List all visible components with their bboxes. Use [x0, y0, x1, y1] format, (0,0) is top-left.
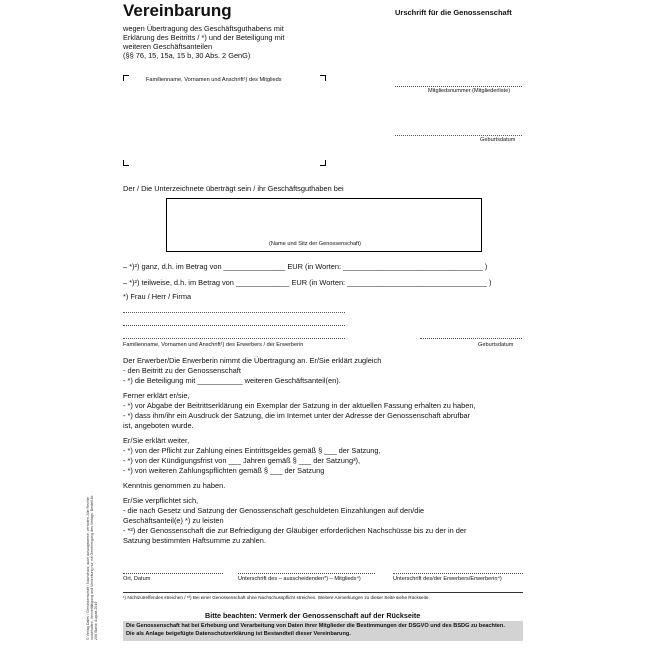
- member-number-line[interactable]: [395, 86, 522, 87]
- declaration-line: - die nach Gesetz und Satzung der Genossenschaft geschuldeten Einzahlungen auf den/die: [123, 506, 425, 515]
- address-corner-mark: [320, 160, 326, 166]
- subtitle-line: weiteren Geschäftsanteilen: [123, 42, 213, 51]
- privacy-line: Die als Anlage beigefügte Datenschutzerklärung ist Bestandteil dieser Vereinbarung.: [126, 631, 351, 637]
- declaration-line: - *) die Beteiligung mit ___________ weiteren Geschäftsanteil(en).: [123, 376, 341, 385]
- declaration-line: Ferner erklärt er/sie,: [123, 391, 190, 400]
- subtitle-line: wegen Übertragung des Geschäftsguthabens mit: [123, 24, 284, 33]
- transfer-partial-line: – *)²) teilweise, d.h. im Betrag von _____________ EUR (in Worten: __________________________________ ): [123, 278, 492, 287]
- member-name-caption: Familienname, Vornamen und Anschrift¹) des Mitglieds: [146, 77, 282, 83]
- declaration-line: Er/Sie verpflichtet sich,: [123, 496, 199, 505]
- acquirer-caption: Familienname, Vornamen und Anschrift¹) des Erwerbers / der Erwerberin: [123, 342, 304, 348]
- declaration-line: Er/Sie erklärt weiter,: [123, 436, 190, 445]
- declaration-line: Der Erwerber/Die Erwerberin nimmt die Übertragung an. Er/Sie erklärt zugleich: [123, 356, 382, 365]
- acquirer-birthdate-line[interactable]: [420, 338, 522, 339]
- place-date-line[interactable]: [123, 573, 223, 574]
- birthdate-line[interactable]: [395, 135, 522, 136]
- acquirer-line[interactable]: [123, 312, 345, 313]
- footnote-divider: [123, 592, 523, 593]
- privacy-box: [123, 621, 523, 641]
- privacy-line: Die Genossenschaft hat bei Erhebung und Verarbeitung von Daten ihrer Mitglieder die Bestimmungen der DSGVO und des BSDG zu beachten.: [126, 623, 505, 629]
- cooperative-name-box[interactable]: [166, 198, 482, 252]
- declaration-line: - *) von der Pflicht zur Zahlung eines Eintrittsgeldes gemäß § ___ der Satzung,: [123, 446, 381, 455]
- acquirer-birthdate-caption: Geburtsdatum: [478, 342, 514, 348]
- acquirer-signature-line[interactable]: [393, 573, 523, 574]
- address-corner-mark: [123, 75, 129, 81]
- subtitle-line: (§§ 76, 15, 15a, 15 b, 30 Abs. 2 GenG): [123, 51, 251, 60]
- declaration-line: - den Beitritt zu der Genossenschaft: [123, 366, 241, 375]
- transfer-full-line: – *)²) ganz, d.h. im Betrag von _______________ EUR (in Worten: __________________________________ ): [123, 262, 488, 271]
- member-signature-line[interactable]: [238, 573, 375, 574]
- declaration-line: - *²) der Genossenschaft die zur Befriedigung der Gläubiger erforderlichen Nachschüsse bis zu der in der: [123, 526, 467, 535]
- member-number-caption: Mitgliedsnummer (Mitgliederliste): [428, 88, 511, 94]
- address-corner-mark: [123, 160, 129, 166]
- document-title: Vereinbarung: [123, 1, 232, 20]
- cooperative-box-caption: (Name und Sitz der Genossenschaft): [269, 241, 362, 247]
- declaration-line: - *) dass ihm/ihr ein Ausdruck der Satzung, die im Internet unter der Adresse der Genossenschaft abrufbar: [123, 411, 471, 420]
- subtitle-line: Erklärung des Beitritts / *) und der Beteiligung mit: [123, 33, 285, 42]
- acquirer-line[interactable]: [123, 338, 345, 339]
- birthdate-caption: Geburtsdatum: [480, 137, 516, 143]
- declaration-line: Kenntnis genommen zu haben.: [123, 481, 226, 490]
- original-copy-label: Urschrift für die Genossenschaft: [395, 8, 512, 17]
- transfer-intro: Der / Die Unterzeichnete überträgt sein / ihr Geschäftsguthaben bei: [123, 184, 344, 193]
- footnote: ¹) Nichtzutreffendes streichen / *²) Bei einer Genossenschaft ohne Nachschusspflicht streichen. Weitere Anmerkungen zu dieser Seite siehe Rückseite.: [123, 595, 430, 600]
- backside-notice: Bitte beachten: Vermerk der Genossenschaft auf der Rückseite: [205, 611, 421, 620]
- declaration-line: Satzung bestimmten Haftsumme zu zahlen.: [123, 536, 266, 545]
- member-signature-caption: Unterschrift des – ausscheidenden*) – Mitglieds⁴): [238, 576, 361, 582]
- declaration-line: - *) von weiteren Zahlungspflichten gemäß § ___ der Satzung: [123, 466, 325, 475]
- declaration-line: Geschäftsanteil(e) *) zu leisten: [123, 516, 224, 525]
- address-corner-mark: [320, 75, 326, 81]
- place-date-caption: Ort, Datum: [123, 576, 151, 582]
- acquirer-signature-caption: Unterschrift des/der Erwerbers/Erwerberin⁴): [393, 576, 502, 582]
- publisher-side-text: © Verlag Datev / Genossenschaft / Nachdruck, auch auszugsweise, verboten. Alle Rechte vorbehalten. Vervielfältigung und Verbreitung nur mit Genehmigung des Verlags. Bestell-Nr. 206 Stand: August 2019: [86, 494, 99, 640]
- addressee-label: *) Frau / Herr / Firma: [123, 292, 192, 301]
- acquirer-line[interactable]: [123, 325, 345, 326]
- declaration-line: ist, angeboten wurde.: [123, 421, 194, 430]
- declaration-line: - *) von der Kündigungsfrist von ___ Jahren gemäß § ___ der Satzung³),: [123, 456, 361, 465]
- declaration-line: - *) vor Abgabe der Beitrittserklärung ein Exemplar der Satzung in der aktuellen Fassung erhalten zu haben,: [123, 401, 476, 410]
